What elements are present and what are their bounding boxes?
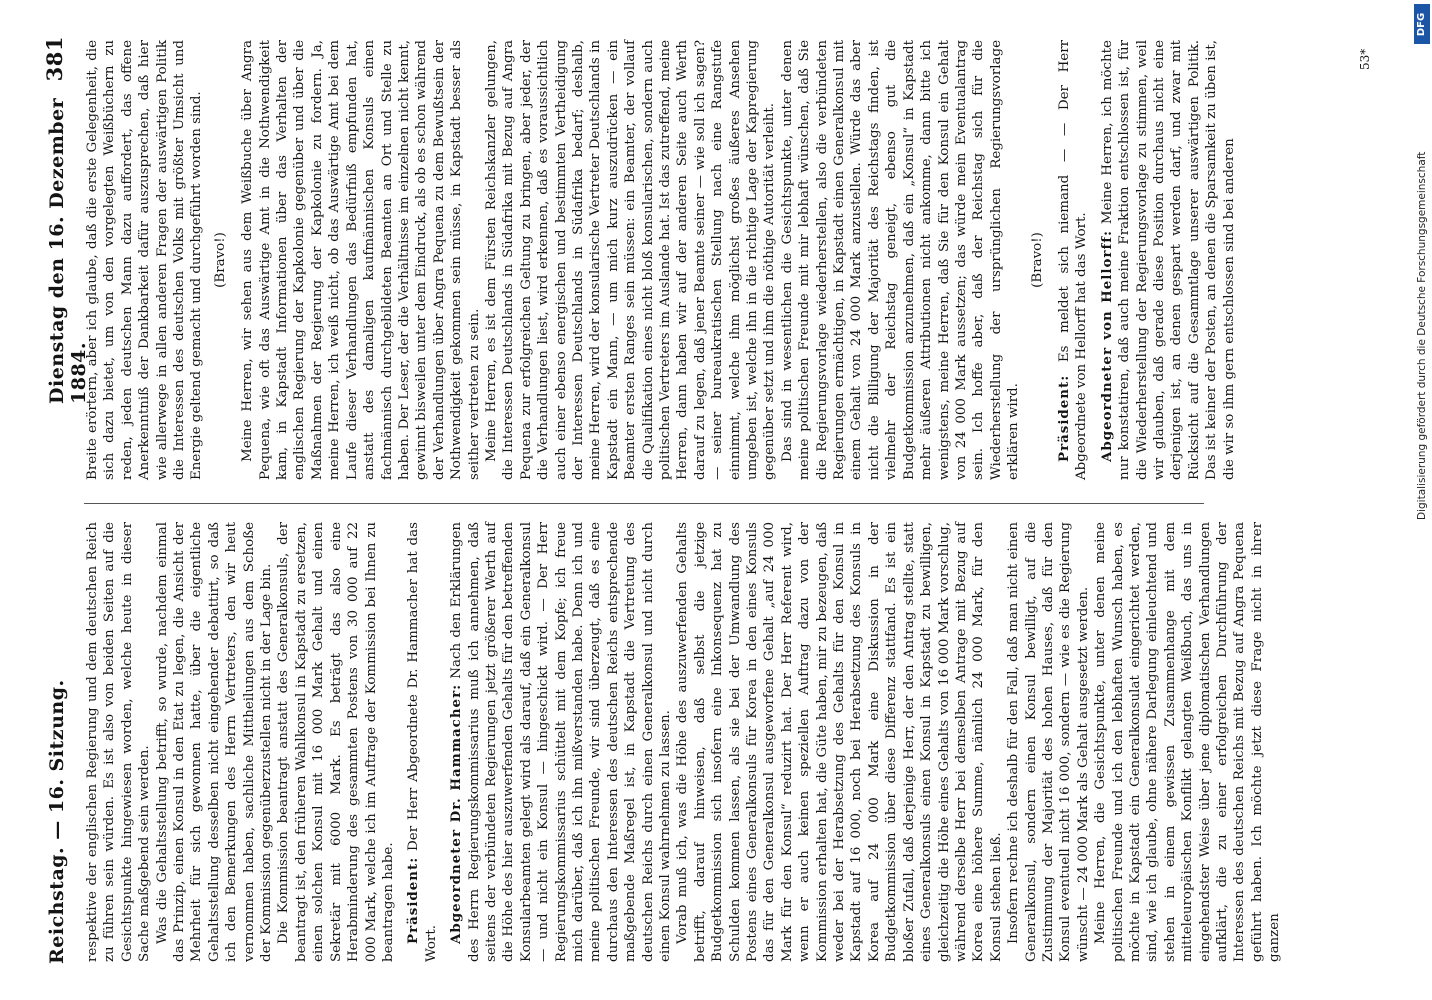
paragraph: Was die Gehaltsstellung betrifft, so wurde, nachdem einmal das Prinzip, einen Konsul in den Etat zu legen, die Ansicht der Mehrheit für sich gewonnen hatte, über die eigentliche Gehaltsstellung desselben nicht eingehender debattirt, so daß ich den Bemerkungen des Herrn Vertreters, den wir heut vernommen haben, sachliche Mittheilungen aus dem Schoße der Kommission gegenüberzustellen nicht in der Lage bin. (154, 522, 275, 962)
paragraph: Insofern rechne ich deshalb für den Fall, daß man nicht einen Generalkonsul, sondern einen Konsul bewilligt, auf die Zustimmung der Majorität des hohen Hauses, daß für den Konsul eventuell nicht 16 000, sondern — wie es die Regierung wünscht — 24 000 Mark als Gehalt ausgesetzt werden. (1006, 522, 1091, 962)
paragraph: Meine Herren, es ist dem Fürsten Reichskanzler gelungen, die Interessen Deutschlands in Südafrika mit Bezug auf Angra Pequena zur erfolgreichen Geltung zu bringen, aber jeder, der die Verhandlungen liest, wird erkennen, daß es voraussichtlich auch einer ebenso energischen und bestimmten Vertheidigung der Interessen Deutschlands in Südafrika bedarf; deshalb, meine Herren, wird der konsularische Vertreter Deutschlands in Kapstadt ein Mann, — um mich kurz auszudrücken — ein Beamter ersten Ranges sein müssen: ein Beamter, der vollauf die Qualifikation eines nicht bloß konsularischen, sondern auch politischen Vertreters im Auslande hat. Ist das zutreffend, meine Herren, dann haben wir auf der anderen Seite auch Werth darauf zu legen, daß jener Beamte seiner — wie soll ich sagen? — seiner bureaukratischen Stellung nach eine Rangstufe einnimmt, welche ihm möglichst großes äußeres Ansehen umgeben ist, welche ihn in die richtige Lage der Kapregierung gegenüber setzt und ihm die nöthige Autorität verleiht. (483, 40, 778, 480)
speaker-label: Präsident: (405, 856, 422, 944)
dfg-logo-text: DFG (1416, 12, 1428, 36)
paragraph: Vorab muß ich, was die Höhe des auszuwerfenden Gehalts betrifft, darauf hinweisen, daß selbst die jetzige Budgetkommission sich insofern eine Inkonsequenz hat zu Schulden kommen lassen, als sie bei der Umwandlung des Postens eines Generalkonsuls für Korea in den eines Konsuls das für den Generalkonsul ausgeworfene Gehalt „auf 24 000 Mark für den Konsul“ reduzirt hat. Der Herr Referent wird, wenn er auch keinen speziellen Auftrag dazu von der Kommission erhalten hat, die Güte haben, mir zu bezeugen, daß weder bei der Herabsetzung des Gehalts für den Konsul in Kapstadt auf 16 000, noch bei Herabsetzung des Konsuls in Korea auf 24 000 Mark eine Diskussion in der Budgetkommission über diese Differenz stattfand. Es ist ein bloßer Zufall, daß derjenige Herr, der den Antrag stellte, statt eines Generalkonsuls einen Konsul in Kapstadt zu bewilligen, gleichzeitig die Höhe eines Gehalts von 16 000 Mark vorschlug, während derselbe Herr bei demselben Antrage mit Bezug auf Korea eine höhere Summe, nämlich 24 000 Mark, für den Konsul stehen ließ. (675, 522, 1004, 962)
speaker-label: Abgeordneter Dr. Hammacher: (448, 683, 465, 944)
speaker-label: Abgeordneter von Hellorff: (1098, 230, 1115, 462)
paragraph: Breite erörtern, aber ich glaube, daß die erste Gelegenheit, die sich dazu bietet, um von den vorgelegten Weißbüchern zu reden, jeden deutschen Mann dazu auffordert, das offene Anerkenntniß der Dankbarkeit dafür auszusprechen, daß hier wie allerwege in allen anderen Fragen der auswärtigen Politik die Interessen des deutschen Volks mit größter Umsicht und Energie geltend gemacht und durchgeführt worden sind. (85, 40, 205, 480)
dfg-credit: Digitalisierung gefördert durch die Deutsche Forschungsgemeinschaft (1416, 151, 1428, 520)
column-divider (84, 503, 1204, 504)
statement-text: Der Herr Abgeordnete Dr. Hammacher hat das Wort. (406, 522, 439, 962)
left-column (84, 522, 1284, 962)
page-number: 381 (42, 36, 67, 82)
speech-paragraph (448, 522, 674, 962)
running-head-date: Dienstag den 16. Dezember 1884. (46, 97, 90, 404)
statement-text: Meine Herren, ich möchte nur konstatiren, daß auch meine Fraktion entschlossen ist, für die Wiederherstellung der Regierungsvorlage zu stimmen, weil wir glauben, daß gerade diese Position durchaus nicht eine derjenigen ist, an denen gespart werden darf, und zwar mit Rücksicht auf die Gesammtlage unserer auswärtigen Politik. Das ist keiner der Posten, an denen die Sparsamkeit zu üben ist, die wir so ihm gern entschlossen sind bei anderen (1099, 40, 1237, 480)
paragraph: respektive der englischen Regierung und dem deutschen Reich zu führen sein würden. Es ist also von beiden Seiten auf die Gesichtspunkte hingewiesen worden, welche heute in dieser Sache maßgebend sein werden. (85, 522, 153, 962)
interjection: (Bravo!) (212, 232, 228, 288)
president-statement (405, 522, 440, 962)
president-statement (1056, 40, 1091, 480)
statement-text: Es meldet sich niemand — — Der Herr Abgeordnete von Hellorff hat das Wort. (1056, 40, 1090, 480)
speech-paragraph (1099, 40, 1238, 480)
paragraph: Die Kommission beantragt anstatt des Generalkonsuls, der beantragt ist, den früheren Wahlkonsul in Kapstadt zu ersetzen, einen solchen Konsul mit 16 000 Mark Gehalt und einen Sekretär mit 6000 Mark. Es beträgt das also eine Herabminderung des gesammten Postens von 30 000 auf 22 000 Mark, welche ich im Auftrage der Kommission bei Ihnen zu beantragen habe. (276, 522, 396, 962)
right-column (84, 40, 1238, 480)
running-head-left: Reichstag. — 16. Sitzung. (46, 679, 68, 964)
dfg-logo (1414, 4, 1430, 44)
signature-mark: 53* (1358, 48, 1372, 70)
interjection: (Bravo!) (1029, 232, 1045, 288)
running-head (42, 36, 90, 964)
paragraph: Meine Herren, wir sehen aus dem Weißbuche über Angra Pequena, wie oft das Auswärtige Amt in die Nothwendigkeit kam, in Kapstadt Informationen über das Verhalten der englischen Regierung der Kapkolonie gegenüber und über die Maßnahmen der Regierung der Kapkolonie zu fordern. Ja, meine Herren, ich weiß nicht, ob das Auswärtige Amt bei dem Laufe dieser Verhandlungen das Bedürfniß empfunden hat, anstatt des damaligen kaufmännischen Konsuls einen fachmännisch durchgebildeten Beamten an Ort und Stelle zu haben. Der Leser, der die Verhältnisse im einzelnen nicht kennt, gewinnt bisweilen unter dem Eindruck, als ob es schon während der Verhandlungen über Angra Pequena zu dem Bewußtsein der Nothwendigkeit gekommen sein müsse, in Kapstadt besser als seither vertreten zu sein. (240, 40, 482, 480)
paragraph: Meine Herren, die Gesichtspunkte, unter denen meine politischen Freunde und ich den lebhaften Wunsch haben, es möchte in Kapstadt ein Generalkonsulat eingerichtet werden, sind, wie ich glaube, ohne nähere Darlegung einleuchtend und stehen in einem gewissen Zusammenhange mit dem mitteleuropäischen Konflikt gelangten Weißbuch, das uns in eingehendster Weise über jene diplomatischen Verhandlungen aufklärt, die zu einer erfolgreichen Durchführung der Interessen des deutschen Reichs mit Bezug auf Angra Pequena geführt haben. Ich möchte jetzt diese Frage nicht in ihrer ganzen (1093, 522, 1283, 962)
statement-text: Nach den Erklärungen des Herrn Regierungskommissarius muß ich annehmen, daß seitens der verbündeten Regierungen jetzt größerer Werth auf die Höhe des hier auszuwerfenden Gehalts für den betreffenden Konsularbeamten gelegt wird als darauf, daß ein Generalkonsul — und nicht ein Konsul — hingeschickt wird. — Der Herr Regierungskommissarius schüttelt mit dem Kopfe; ich freue mich darüber, daß ich ihn mißverstanden habe. Denn ich und meine politischen Freunde, wir sind überzeugt, daß es eine durchaus den Interessen des deutschen Reichs entsprechende maßgebende Maßregel ist, in Kapstadt die Vertretung des deutschen Reichs durch einen Generalkonsul und nicht durch einen Konsul wahrnehmen zu lassen. (449, 522, 673, 962)
speaker-label: Präsident: (1055, 374, 1072, 462)
paragraph: Das sind in wesentlichen die Gesichtspunkte, unter denen meine politischen Freunde mit mir lebhaft wünschen, daß Sie die Regierungsvorlage wiederherstellen, also die verbündeten Regierungen ermächtigen, in Kapstadt einen Generalkonsul mit einem Gehalt von 24 000 Mark anzustellen. Würde das aber nicht die Billigung der Majorität des Reichstags finden, ist vielmehr der Reichstag geneigt, ebenso gut die Budgetkommission anzunehmen, daß ein „Konsul“ in Kapstadt mehr äußeren Attributionen nicht ankomme, dann bitte ich wenigstens, meine Herren, daß Sie für den Konsul ein Gehalt von 24 000 Mark aussetzen; das würde mein Eventualantrag sein. Ich hoffe aber, daß der Reichstag sich für die Wiederherstellung der ursprünglichen Regierungsvorlage erklären wird. (779, 40, 1022, 480)
